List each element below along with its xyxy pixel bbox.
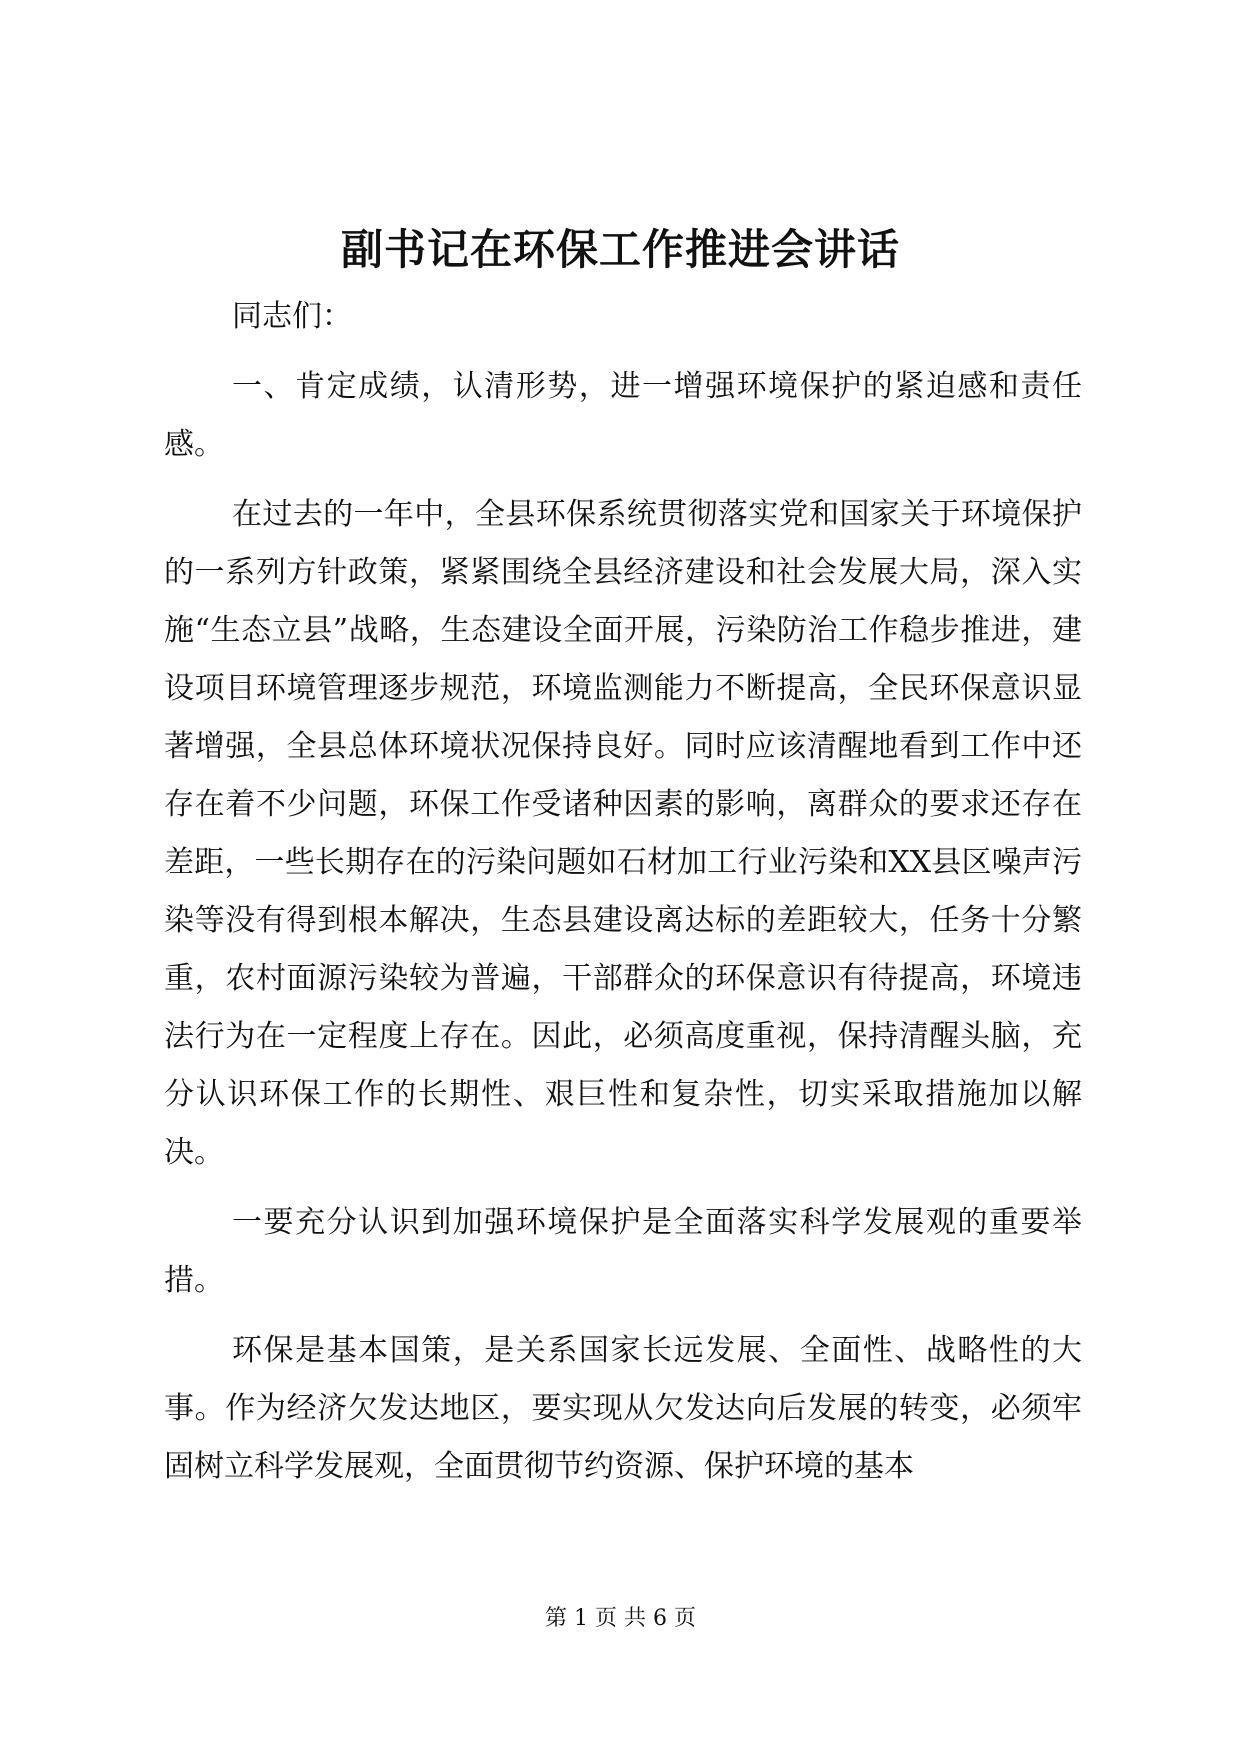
subsection-heading: 一要充分认识到加强环境保护是全面落实科学发展观的重要举措。: [164, 1205, 1082, 1298]
document-body: [164, 288, 1082, 1508]
body-paragraph: 在过去的一年中，全县环保系统贯彻落实党和国家关于环境保护的一系列方针政策，紧紧围绕全县经济建设和社会发展大局，深入实施“生态立县”战略，生态建设全面开展，污染防治工作稳步推进，建设项目环境管理逐步规范，环境监测能力不断提高，全民环保意识显著增强，全县总体环境状况保持良好。同时应该清醒地看到工作中还存在着不少问题，环保工作受诸种因素的影响，离群众的要求还存在差距，一些长期存在的污染问题如石材加工行业污染和XX县区噪声污染等没有得到根本解决，生态县建设离达标的差距较大，任务十分繁重，农村面源污染较为普遍，干部群众的环保意识有待提高，环境违法行为在一定程度上存在。因此，必须高度重视，保持清醒头脑，充分认识环保工作的长期性、艰巨性和复杂性，切实采取措施加以解决。: [164, 497, 1082, 1170]
document-title: 副书记在环保工作推进会讲话: [340, 225, 900, 274]
salutation: 同志们：: [232, 299, 352, 334]
section-heading-1: 一、肯定成绩，认清形势，进一增强环境保护的紧迫感和责任感。: [164, 369, 1082, 462]
body-paragraph: 环保是基本国策，是关系国家长远发展、全面性、战略性的大事。作为经济欠发达地区，要实现从欠发达向后发展的转变，必须牢固树立科学发展观，全面贯彻节约资源、保护环境的基本: [164, 1333, 1082, 1484]
page-footer: 第 1 页 共 6 页: [545, 1606, 696, 1631]
